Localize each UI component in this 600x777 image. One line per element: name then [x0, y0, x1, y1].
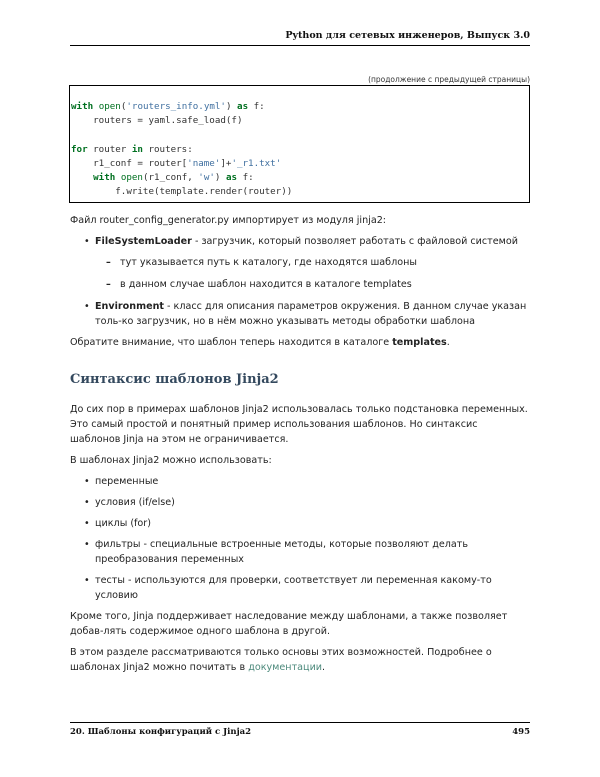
list-item: • тесты - используются для проверки, соответствует ли переменная какому-то условию — [70, 573, 530, 603]
documentation-link[interactable]: документации — [248, 662, 323, 673]
list-item-environment — [70, 299, 530, 329]
term-filesystemloader: FileSystemLoader — [95, 236, 192, 247]
section-title: Синтаксис шаблонов Jinja2 — [70, 372, 279, 387]
term-environment: Environment — [95, 301, 164, 312]
imports-list — [70, 234, 530, 329]
paragraph-3: Кроме того, Jinja поддерживает наследование между шаблонами, а также позволяет добав-лять содержимое одного шаблона в другой. — [70, 611, 508, 637]
paragraph-1: До сих пор в примерах шаблонов Jinja2 использовалась только подстановка переменных. Это самый простой и понятный пример использования шаблонов. Но синтаксис шаблонов Jinja на этом не ограничивается. — [70, 404, 528, 445]
code-line: routers = yaml.safe_load(f) — [71, 115, 243, 127]
code-line: r1_conf = router['name']+'_r1.txt' — [71, 157, 282, 169]
list-item-filesystemloader — [70, 234, 530, 249]
code-block — [69, 85, 530, 203]
continued-note: (продолжение с предыдущей страницы) — [368, 75, 530, 84]
note-text: Обратите внимание, что шаблон теперь находится в каталоге — [70, 337, 393, 348]
page-footer — [70, 722, 530, 737]
page-header — [70, 30, 530, 46]
note-paragraph — [70, 335, 530, 350]
note-bold: templates — [392, 337, 447, 348]
features-list — [70, 474, 530, 603]
paragraph-4 — [70, 645, 530, 675]
intro-paragraph: Файл router_config_generator.py импортирует из модуля jinja2: — [70, 215, 387, 226]
page-number: 495 — [512, 727, 530, 737]
list-item: • переменные — [70, 474, 530, 489]
code-line: with open(r1_conf, 'w') as f: — [93, 172, 254, 184]
chapter-title: 20. Шаблоны конфигураций с Jinja2 — [70, 727, 252, 737]
sub-list-item: – тут указывается путь к каталогу, где находятся шаблоны — [70, 255, 530, 270]
list-item: • фильтры - специальные встроенные методы, которые позволяют делать преобразования переменных — [70, 537, 530, 567]
note-suffix: . — [446, 337, 450, 348]
term-description: - загрузчик, который позволяет работать с файловой системой — [191, 236, 519, 247]
sub-list-item: – в данном случае шаблон находится в каталоге templates — [70, 277, 530, 292]
list-item: • циклы (for) — [70, 516, 530, 531]
list-item: • условия (if/else) — [70, 495, 530, 510]
header-divider — [70, 45, 530, 46]
term-description: - класс для описания параметров окружения. В данном случае указан толь-ко загрузчик, но в нём можно указывать методы обработки шаблона — [95, 301, 527, 327]
code-line: for router in routers: — [71, 143, 193, 155]
code-line: f.write(template.render(router)) — [71, 186, 293, 198]
page-content — [70, 213, 530, 681]
code-line: with open('routers_info.yml') as f: — [71, 101, 265, 112]
paragraph-4-text: В этом разделе рассматриваются только основы этих возможностей. Подробнее о шаблонах Jinja2 можно почитать в — [70, 647, 492, 673]
paragraph-4-suffix: . — [322, 662, 326, 673]
paragraph-2: В шаблонах Jinja2 можно использовать: — [70, 455, 272, 466]
code-line — [71, 128, 529, 142]
book-title: Python для сетевых инженеров, Выпуск 3.0 — [285, 30, 530, 41]
